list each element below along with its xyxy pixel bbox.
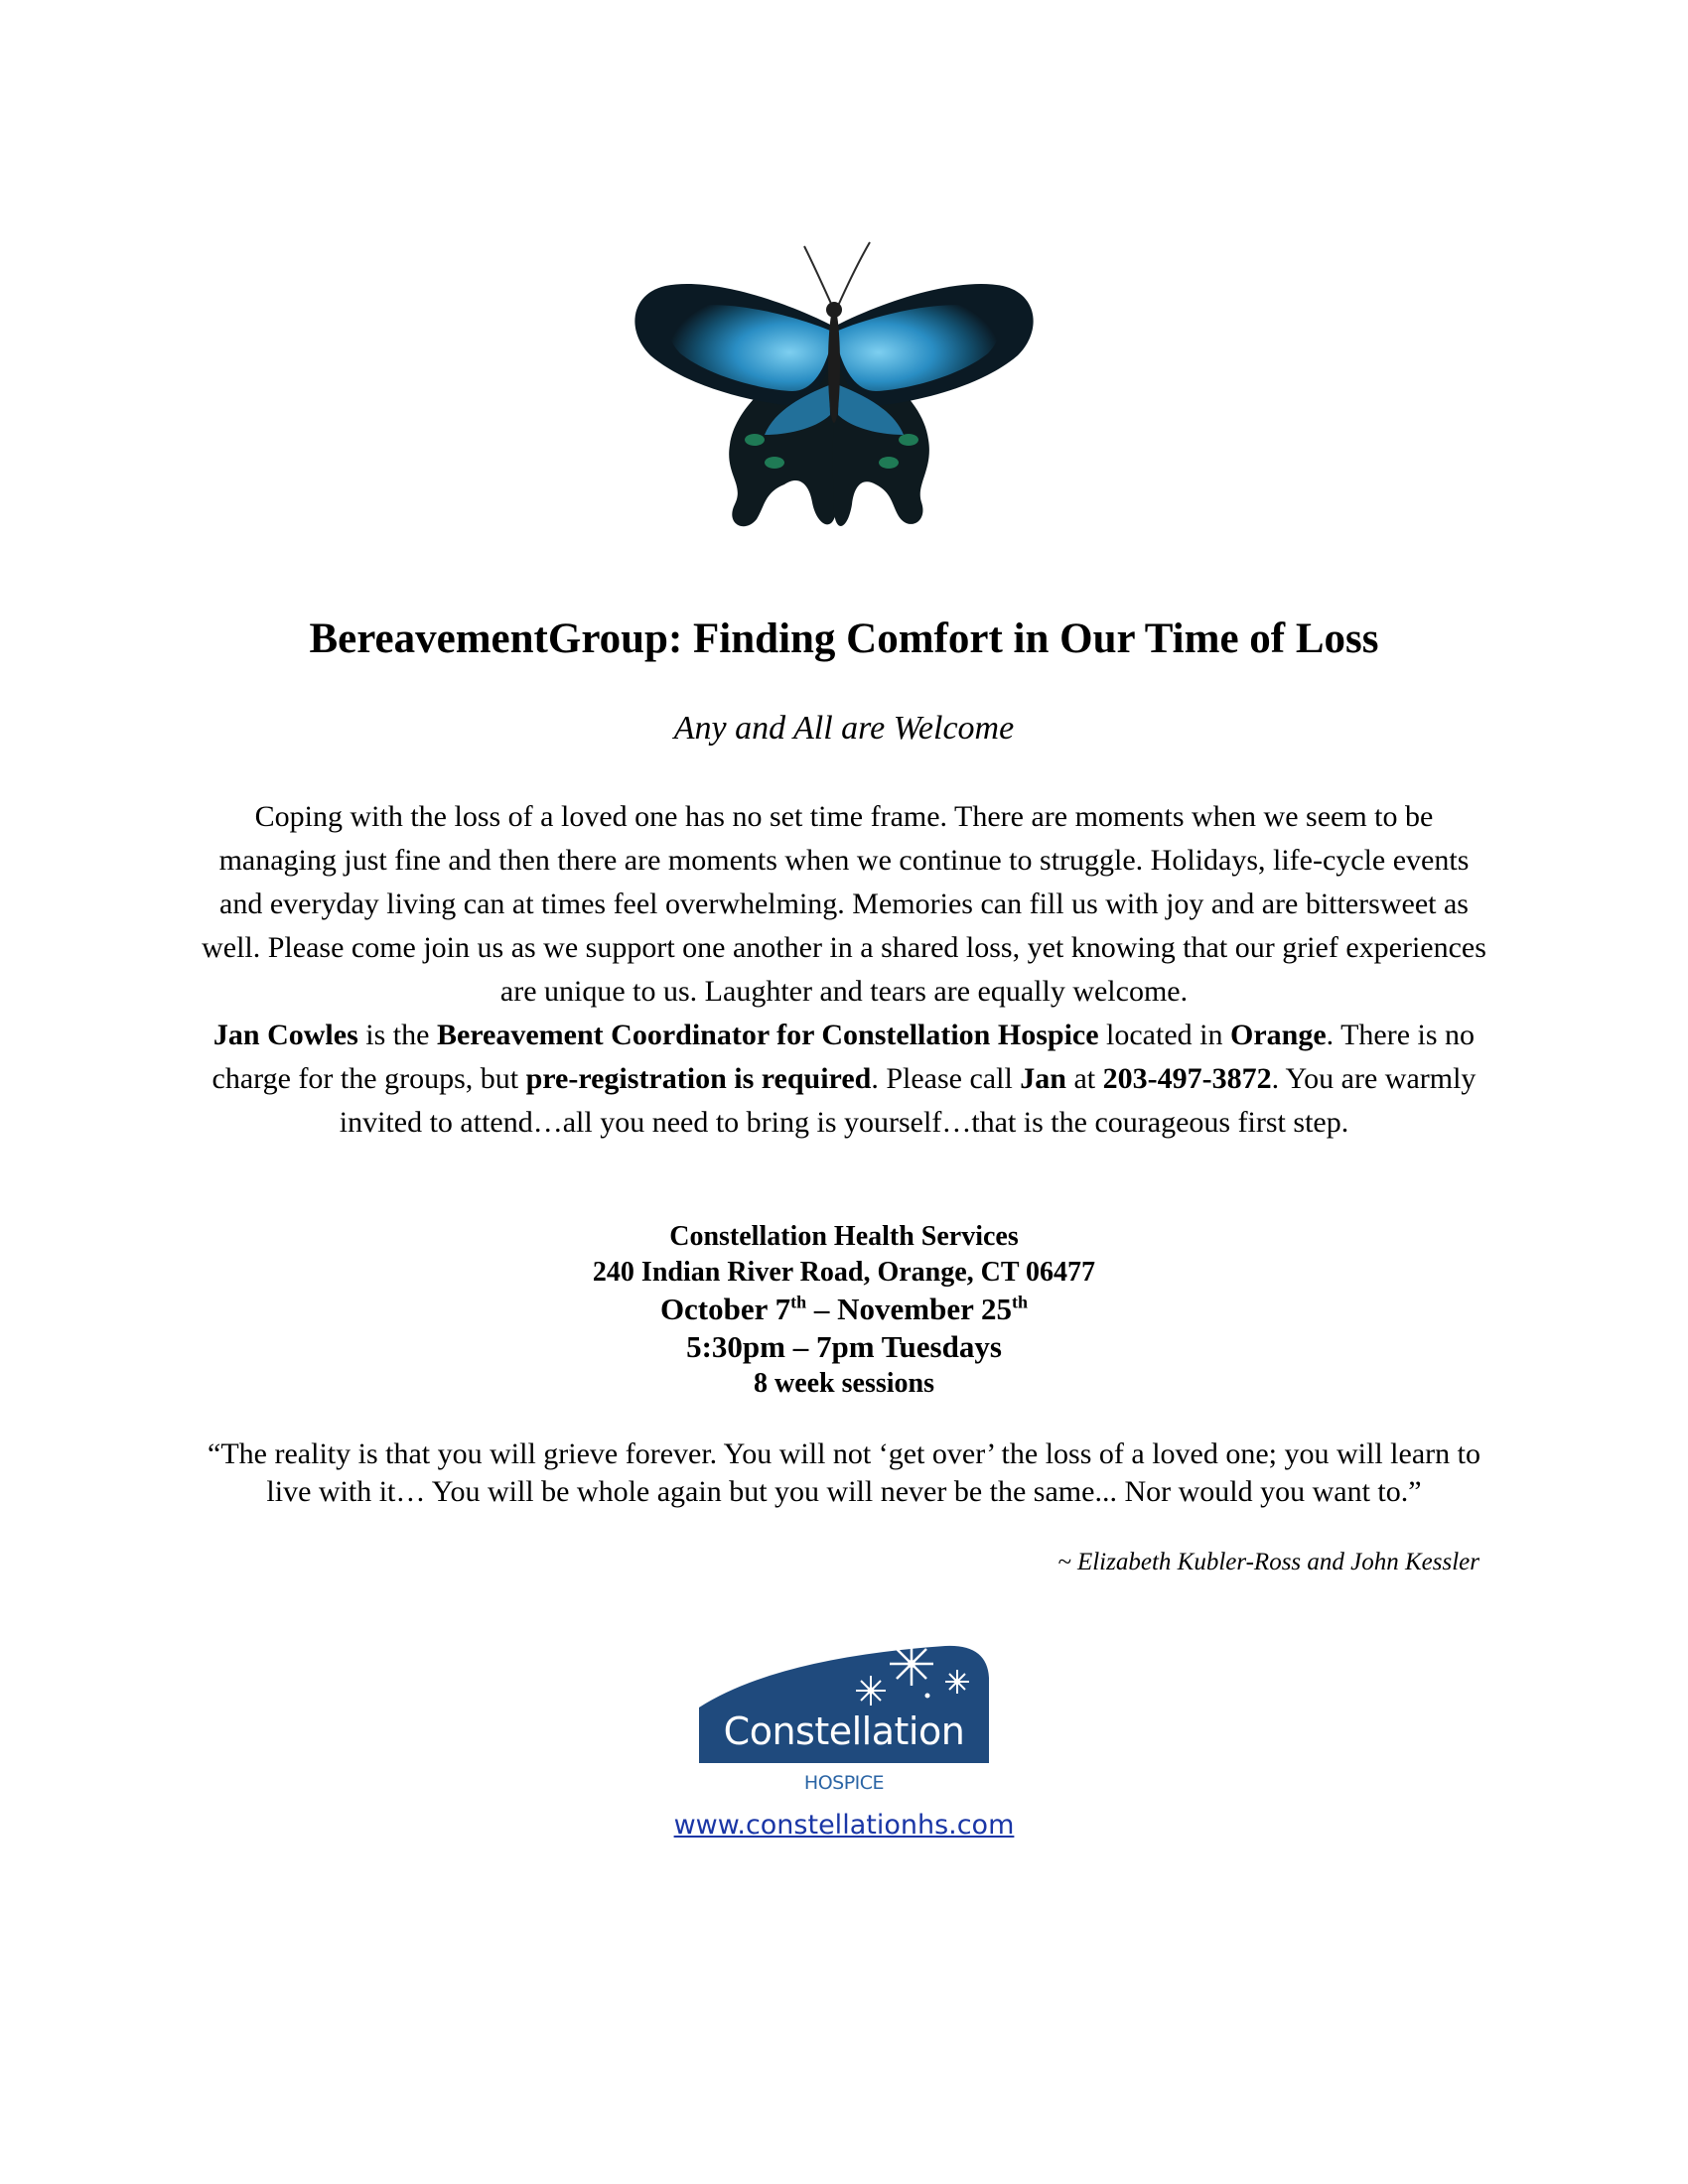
coordinator-role: Bereavement Coordinator for Constellation Hospice [436,1019,1099,1051]
body-paragraph: Coping with the loss of a loved one has no set time frame. There are moments when we seem to be managing just fine and then there are moments when we continue to struggle. Holidays, life-cycle events and everyday living can at times feel overwhelming. Memories can fill us with joy and are bittersweet as well. Please come join us as we support one another in a shared loss, yet knowing that our grief experiences are unique to us. Laughter and tears are equally welcome. Jan Cowles is the Bereavement Coordinator for Constellation Hospice located in Orange. There is no charge for the groups, but pre-registration is required. Please call Jan at 203-497-3872. You are warmly invited to attend…all you need to bring is yourself…that is the courageous first step. [202,800,1486,1139]
intro-text: Coping with the loss of a loved one has no set time frame. There are moments when we seem to be managing just fine and then there are moments when we continue to struggle. Holidays, life-cycle events and everyday living can at times feel overwhelming. Memories can fill us with joy and are bittersweet as well. Please come join us as we support one another in a shared loss, yet knowing that our grief experiences are unique to us. Laughter and tears are equally welcome. [202,800,1486,1008]
phone-number: 203-497-3872 [1102,1062,1272,1095]
subtitle: Any and All are Welcome [673,710,1015,747]
event-time: 5:30pm – 7pm Tuesdays [686,1329,1002,1364]
butterfly-image [626,236,1043,540]
session-count: 8 week sessions [753,1368,934,1399]
quote-attribution: ~ Elizabeth Kubler-Ross and John Kessler [1057,1549,1479,1575]
location-town: Orange [1229,1019,1327,1051]
event-dates: October 7th – November 25th [659,1292,1029,1326]
page-title: BereavementGroup: Finding Comfort in Our Time of Loss [309,615,1379,662]
registration-note: pre-registration is required [525,1062,872,1095]
logo-name: Constellation [723,1709,965,1753]
website-link[interactable]: www.constellationhs.com [673,1810,1015,1841]
address: 240 Indian River Road, Orange, CT 06477 [592,1257,1096,1288]
coordinator-name: Jan Cowles [212,1019,358,1051]
quote-text: “The reality is that you will grieve forever. You will not ‘get over’ the loss of a loved one; you will learn to live with it… You will be whole again but you will never be the same... Nor would you want to.” [208,1437,1480,1508]
event-details [0,1219,1688,1402]
organization-name: Constellation Health Services [669,1221,1019,1252]
contact-name: Jan [1020,1062,1066,1095]
logo-subtitle: HOSPICE [803,1772,885,1794]
